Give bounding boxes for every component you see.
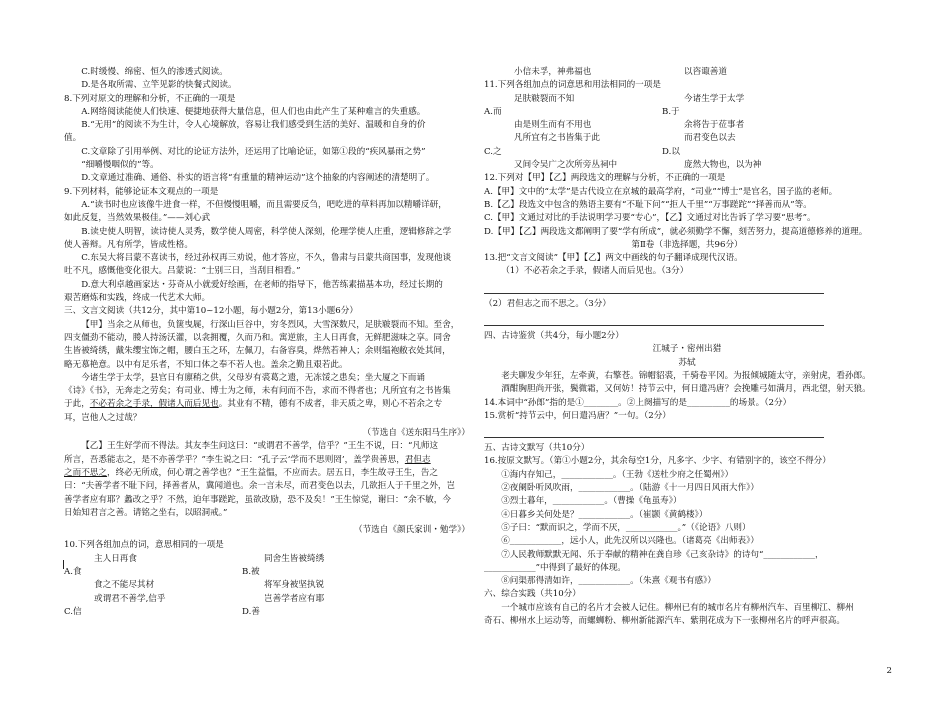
- option-c[interactable]: C.信: [64, 606, 82, 617]
- question-14: 14.本词中“孙郎”指的是①________。②上阕描写的是__________的场景。（2分）: [484, 397, 792, 408]
- poem-line: 老夫聊发少年狂，左牵黄，右擎苍。锦帽貂裘，千骑卷平冈。为报倾城随太守，亲射虎，看孙郎。: [501, 370, 871, 381]
- option-line: D.是各取所需、立竿见影的快餐式阅读。: [81, 80, 237, 91]
- section-heading: 六、综合实践（共10分）: [484, 589, 581, 600]
- q10-text: 以咨诹善道: [684, 67, 727, 77]
- option-line: “细嚼慢咽似的”等。: [81, 160, 159, 171]
- question-13-1: （1）不必若余之手录，假诸人而后见也。（3分）: [501, 266, 689, 277]
- dictation-item[interactable]: ②夜阑卧听风吹雨，____________。（陆游《十一月四日风雨大作》）: [501, 483, 759, 494]
- question-11: 11.下列各组加点的词意思和用法相同的一项是: [484, 80, 661, 91]
- practice-text: 一个城市应该有自己的名片才会被人记住。柳州已有的城市名片有柳州汽车、百里柳江、柳州: [501, 602, 854, 613]
- passage-jia-line: 耳，岂他人之过哉？: [64, 412, 142, 423]
- q11-text: 由是则生而有不用也: [514, 120, 592, 131]
- page-number: 2: [886, 666, 892, 676]
- option-line: C.文章除了引用举例、对比的论证方法外，还运用了比喻论证，如第①段的“疾风暴雨之势”: [81, 146, 426, 157]
- q11-text: 而君变色以去: [684, 133, 736, 144]
- q10-text: 食之不能尽其材: [94, 580, 155, 591]
- q10-text: 岂善学者应有耶: [264, 593, 325, 604]
- question-13: 13.把“文言文阅读”【甲】【乙】两文中画线的句子翻译成现代汉语。: [484, 253, 743, 264]
- text: 。其业有不精，德有不成者，非天质之卑，则心不若余之专: [218, 399, 443, 410]
- dictation-item[interactable]: ④日暮乡关何处是？____________。（崔颢《黄鹤楼》）: [501, 509, 708, 520]
- passage-jia-line: 略无慕艳意。以中有足乐者，不知口体之奉不若人也。盖余之勤且艰若此。: [64, 359, 348, 370]
- passage-source: （节选自《送东阳马生序》）: [362, 428, 470, 439]
- option-line: 值。: [64, 133, 82, 144]
- section-heading: 五、古诗文默写（共10分）: [484, 443, 590, 454]
- dictation-item[interactable]: ③烈士暮年，____________。（曹操《龟虽寿》）: [501, 496, 682, 507]
- option-line: A.【甲】文中的“太学”是古代设立在京城的最高学府，“司业”“博士”是官名，国子监的老师。: [484, 186, 838, 197]
- q10-continued: [484, 66, 890, 79]
- option-a[interactable]: A.食: [64, 566, 94, 579]
- q11-row: [484, 119, 890, 132]
- poem-title: 江城子・密州出猎: [652, 344, 722, 355]
- dictation-item[interactable]: ⑦人民教师默默无闻、乐于奉献的精神在龚自珍《己亥杂诗》的诗句“____________，: [501, 549, 824, 560]
- q11-row: [484, 146, 890, 159]
- dictation-item[interactable]: ____________”中得到了最好的体现。: [484, 562, 626, 573]
- option-line: B.【乙】段选文中包含的熟语主要有“不耻下问”“拒人千里”“万事蹉跎”“择善而从”等。: [484, 199, 812, 210]
- question-15: 15.赏析“持节云中，何日遣冯唐？”一句。（2分）: [484, 410, 671, 421]
- passage-jia-line: 生皆被绮绣，戴朱缨宝饰之帽，腰白玉之环，左佩刀，右备容臭，烨然若神人；余则缊袍敝衣处其间，: [64, 346, 451, 357]
- q11-text: 又间令吴广之次所旁丛祠中: [514, 160, 618, 171]
- dictation-item[interactable]: ①海内存知己，____________。（王勃《送杜少府之任蜀州》）: [501, 469, 734, 480]
- question-12: 12.下列对【甲】【乙】两段选文的理解与分析，不正确的一项是: [484, 173, 726, 184]
- option-line: 使人善辩。凡有所学，皆成性格。: [64, 239, 193, 250]
- option-line: 如此反复，当然效果极佳。”——刘心武: [64, 213, 211, 224]
- practice-text: 奇石、柳州水上运动等，而螺蛳粉、柳州新能源汽车、紫荆花成为下一张柳州名片的呼声很高。: [484, 615, 845, 626]
- passage-yi: 【乙】王生好学而不得法。其友李生问这曰：“或谓君不善学，信乎？”王生不说，曰：“凡师这: [81, 441, 439, 452]
- underlined-sentence: 君但志: [404, 454, 431, 465]
- q10-text: 同舍生皆被绮绣: [264, 553, 325, 564]
- option-line: A.网络阅读能使人们快速、便捷地获得大量信息，但人们也由此产生了某种难言的失重感。: [81, 106, 426, 117]
- q11-row: [484, 93, 890, 106]
- dictation-item[interactable]: ⑧问渠那得清如许，____________。（朱熹《观书有感》）: [501, 576, 717, 587]
- answer-line[interactable]: [484, 425, 824, 438]
- option-line: B.“无用”的阅读不为生计，令人心境解放，容易让我们感受到生活的美好、温暖和自身的价: [81, 120, 426, 131]
- q10-row-1: [64, 553, 474, 566]
- option-a[interactable]: A.而: [484, 106, 502, 117]
- question-10: 10.下列各组加点的词，意思相同的一项是: [64, 540, 224, 551]
- option-line: D.意大利卓越画家达・芬奇从小就爱好绘画，在老师的指导下，他苦练素描基本功，经过长期的: [81, 279, 443, 290]
- part-heading: 第Ⅱ卷（非选择题，共96分）: [631, 239, 743, 250]
- question-9: 9.下列材料，能够论证本文观点的一项是: [64, 186, 219, 197]
- option-line: C.东吴大将吕蒙不喜读书，经过孙权再三劝说，他才答应，不久，鲁肃与吕蒙共商国事，发现他谈: [81, 253, 452, 264]
- option-line: B.读史使人明智，读诗使人灵秀，数学使人周密，科学使人深刻，伦理学使人庄重，逻辑修辞之学: [81, 226, 452, 237]
- option-line: A.“读书时也应该像牛进食一样，不但慢慢咀嚼，而且需要反刍，吧吃进的草料再加以精嚼详研，: [81, 199, 447, 210]
- right-column: [484, 66, 890, 628]
- question-8: 8.下列对原文的理解和分析，不正确的一项是: [64, 93, 236, 104]
- text: 于此，: [64, 399, 90, 410]
- option-line: D.文章通过准确、通俗、朴实的语言将“有重量的精神运动”这个抽象的内容阐述的清楚明了。: [81, 173, 435, 184]
- option-d[interactable]: D.善: [242, 606, 260, 617]
- poem-author: 苏轼: [678, 357, 696, 368]
- option-line: C.【甲】文通过对比的手法说明学习要“专心”，【乙】文通过对比告诉了学习要“思考”。: [484, 213, 816, 224]
- passage-jia-line: [64, 398, 474, 411]
- q10-text: 或谓君不善学,信乎: [94, 593, 166, 604]
- option-b[interactable]: B.被: [242, 566, 260, 577]
- passage-source: （节选自《颜氏家训・勉学》）: [353, 525, 470, 536]
- passage-jia-line: 今诸生学于太学，县官日有廪稍之供，父母岁有裘葛之遗，无冻馁之患矣；坐大厦之下而诵: [81, 372, 425, 383]
- option-line: 吐不凡，感慨他变化很大。吕蒙说：“士别三日，当刮目相看。”: [64, 266, 301, 277]
- option-c[interactable]: C.之: [484, 146, 502, 157]
- passage-jia-line: 《诗》《书》，无奔走之劳矣；有司业、博士为之师，未有问而不告，求而不得者也；凡所宜有之书皆集: [64, 386, 451, 397]
- option-b[interactable]: B.于: [662, 106, 680, 117]
- passage-yi-line: 善学者应有耶？蠡改之乎？不然，迫年事蹉跎，虽欲改励，恐不及矣！”王生惊觉，谢曰：“余不敏，今: [64, 494, 451, 505]
- passage-yi-line: 日始知君言之善。请铭之坐右，以昭洞戒。”: [64, 507, 228, 518]
- answer-line[interactable]: [484, 313, 824, 326]
- q10-text: 将军身被坚执锐: [264, 580, 325, 591]
- section-heading: 四、古诗鉴赏（共4分，每小题2分）: [484, 331, 624, 342]
- q11-text: 余将告于莅事者: [684, 120, 745, 131]
- section-heading: 三、文言文阅读（共12分，其中第10~12小题，每小题2分，第13小题6分）: [64, 306, 358, 317]
- passage-jia-line: 四支僵劲不能动，媵人持汤沃灌，以衾拥覆，久而乃和。寓逆旅，主人日再食，无鲜肥滋味之享。同舍: [64, 332, 451, 343]
- poem-line: 酒酣胸胆尚开张，鬓微霜，又何妨！持节云中，何日遣冯唐？会挽雕弓如满月，西北望，射天狼。: [501, 384, 871, 395]
- text: 所言，吾悉能志之，是不亦善学乎？”李生说之曰：“孔子云‘学而不思则罔’，盖学贵善思，: [64, 454, 405, 465]
- q10-text: 小信未孚，神弗福也: [514, 67, 592, 77]
- q10-row-4: [64, 593, 474, 606]
- q11-row: [484, 159, 890, 172]
- q10-text: 主人日再食: [94, 553, 137, 564]
- q11-row: [484, 106, 890, 119]
- question-13-2: （2）君但志之而不思之。（3分）: [484, 298, 611, 309]
- q11-text: 凡所宜有之书皆集于此: [514, 133, 600, 144]
- q10-row-5: [64, 606, 474, 619]
- answer-line[interactable]: [484, 281, 824, 294]
- question-16: 16.按原文默写。（第①小题2分，其余每空1分，凡多字、少字、有错别字的，该空不得分）: [484, 456, 831, 467]
- q10-row-3: [64, 579, 474, 592]
- passage-yi-line: [64, 467, 474, 480]
- dictation-item[interactable]: ⑤子曰：“默而识之，学而不厌，____________。”（《论语》八则）: [501, 522, 751, 533]
- passage-yi-line: 曰：“夫善学者不耻下问，择善者从，冀闻道也。余一言未尽，而君变色以去，几欲拒人于千里之外，岂: [64, 481, 456, 492]
- dictation-item[interactable]: ⑥____________，远小人，此先汉所以兴隆也。（诸葛亮《出师表》）: [501, 536, 759, 547]
- q11-row: [484, 132, 890, 145]
- q10-row-2: [64, 566, 474, 579]
- underlined-sentence: 之而不思之: [64, 467, 107, 478]
- q11-text: 庞然大物也，以为神: [684, 160, 762, 171]
- left-column: [64, 66, 474, 619]
- underlined-sentence: 不必若余之手录，假诸人而后见也: [89, 399, 219, 410]
- q11-text: 今诸生学于太学: [684, 93, 745, 104]
- passage-yi-line: [64, 454, 474, 467]
- passage-jia: 【甲】当余之从师也，负箧曳屣，行深山巨谷中，穷冬烈风，大雪深数尺，足肤皲裂而不知。至舍，: [81, 319, 460, 330]
- option-line: C.时缓慢、绵密、恒久的渗透式阅读。: [81, 67, 228, 77]
- option-line: 艰苦磨炼和实践，终成一代艺术大师。: [64, 293, 211, 304]
- option-line: D.【甲】【乙】两段选文都阐明了要“学有所成”，就必须勤学不懈，刻苦努力，提高道德修养的道理。: [484, 226, 868, 237]
- text: ，终必无所成，何心谓之善学也？”王生益愠，不应而去。居五日，李生故寻王生，告之: [106, 467, 438, 478]
- q11-text: 足肤皲裂而不知: [514, 93, 575, 104]
- option-d[interactable]: D.以: [662, 146, 680, 157]
